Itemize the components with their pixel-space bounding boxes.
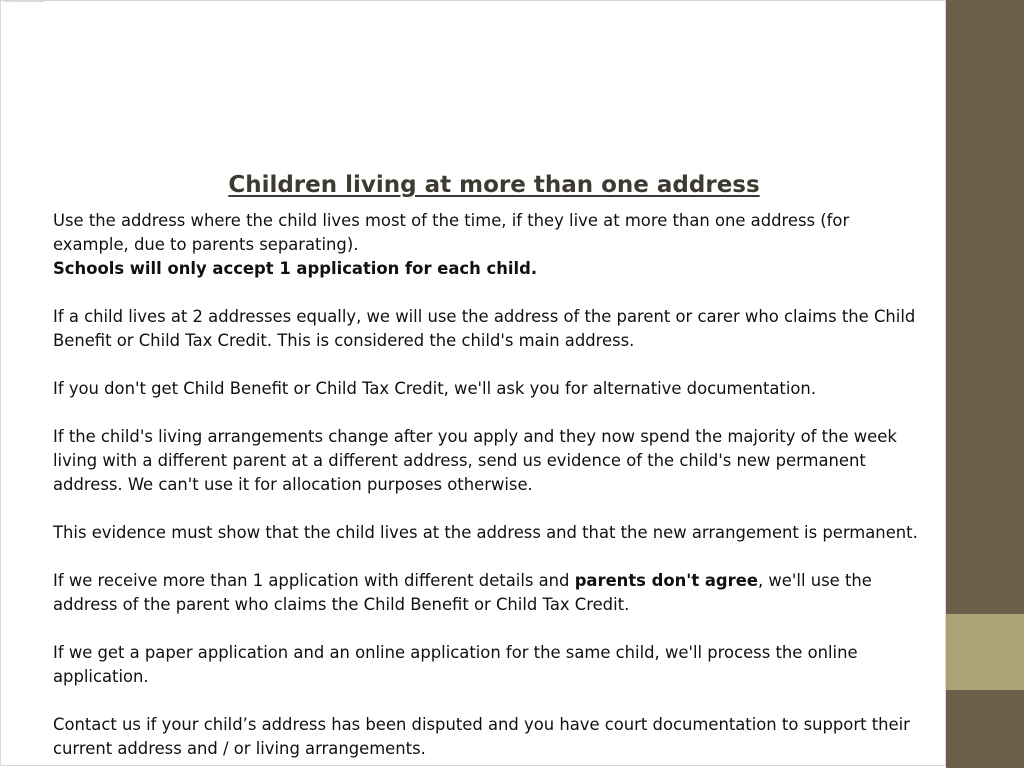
paragraph-5: This evidence must show that the child lives at the address and that the new arrangement is permanent.: [53, 523, 918, 542]
paragraph-6-start: If we receive more than 1 application with different details and: [53, 571, 575, 590]
paragraph-7: If we get a paper application and an online application for the same child, we'll process the online application.: [53, 643, 858, 686]
paragraph-4: If the child's living arrangements change after you apply and they now spend the majority of the week living with a different parent at a different address, send us evidence of the child's new permanent address. We can't use it for allocation purposes otherwise.: [53, 427, 897, 494]
decorative-sidebar: [946, 0, 1024, 768]
paragraph-6: [53, 569, 923, 617]
parents-disagree-text: parents don't agree: [574, 571, 758, 590]
slide-body: [53, 209, 923, 761]
slide-caption: Children living at more than one address: [4, 1, 45, 3]
paragraph-2: If a child lives at 2 addresses equally, we will use the address of the parent or carer who claims the Child Benefit or Child Tax Credit. This is considered the child's main address.: [53, 307, 916, 350]
paragraph-6-end: , we'll use the address of the parent who claims the Child Benefit or Child Tax Credit.: [53, 571, 872, 614]
slide-title: Children living at more than one address: [228, 172, 760, 198]
sidebar-accent-block: [946, 614, 1024, 690]
paragraph-3: If you don't get Child Benefit or Child Tax Credit, we'll ask you for alternative documentation.: [53, 379, 817, 398]
paragraph-1-bold: [53, 257, 923, 281]
paragraph-8: Contact us if your child’s address has been disputed and you have court documentation to support their current address and / or living arrangements.: [53, 715, 910, 758]
paragraph-1: Use the address where the child lives most of the time, if they live at more than one address (for example, due to parents separating).: [53, 211, 850, 254]
schools-rule-text: Schools will only accept 1 application for each child.: [53, 259, 538, 278]
